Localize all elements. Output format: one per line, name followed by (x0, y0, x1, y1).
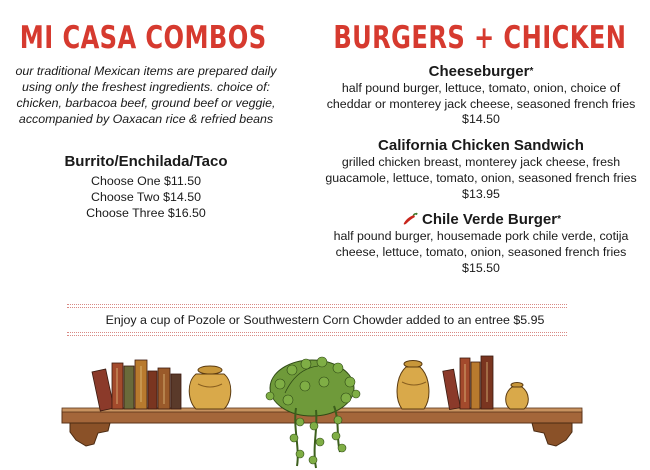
combo-item (0, 153, 292, 221)
burgers-heading-plus: + (474, 20, 495, 56)
burgers-heading-part1: BURGERS (333, 20, 466, 56)
combos-heading (0, 20, 292, 56)
item-title-text: Chile Verde Burger (422, 211, 558, 229)
small-vase (506, 383, 529, 410)
combos-heading-text: MI CASA COMBOS (19, 20, 267, 56)
item-description: grilled chicken breast, monterey jack cheese, fresh guacamole, lettuce, tomato, onion, seasoned french fries $13.95 (325, 155, 637, 201)
burgers-heading-text (333, 20, 626, 56)
menu-item-chile-verde-burger (318, 211, 644, 276)
burgers-heading-part2: CHICKEN (503, 20, 627, 56)
soup-addon-note: Enjoy a cup of Pozole or Southwestern Corn Chowder added to an entree $5.95 (105, 313, 545, 327)
item-title: California Chicken Sandwich (378, 137, 584, 155)
chili-pepper-icon (401, 212, 419, 226)
combo-choice-one: Choose One $11.50 (91, 174, 201, 188)
item-title-text: Cheeseburger (428, 63, 530, 80)
menu-item-california-chicken (318, 137, 644, 202)
books-left (92, 360, 181, 411)
divider-top-inner (67, 307, 567, 308)
burgers-chicken-section (318, 20, 644, 276)
combos-section (0, 20, 292, 221)
divider-bottom-inner (67, 335, 567, 336)
combo-choice-two: Choose Two $14.50 (91, 190, 201, 204)
item-title (318, 211, 644, 229)
item-star: * (557, 214, 561, 226)
item-star: * (529, 66, 534, 77)
books-right (443, 356, 493, 410)
item-title (318, 63, 644, 81)
menu-item-cheeseburger (318, 63, 644, 128)
burgers-heading (316, 20, 644, 56)
item-description: half pound burger, lettuce, tomato, onion, choice of cheddar or monterey jack cheese, seasoned french fries $14.50 (326, 81, 636, 127)
divider-bottom (67, 332, 567, 333)
divider-top (67, 304, 567, 305)
jar-left (189, 366, 231, 409)
combo-choice-three: Choose Three $16.50 (86, 206, 206, 220)
shelf-illustration (0, 338, 650, 470)
item-description: half pound burger, housemade pork chile verde, cotija cheese, lettuce, tomato, onion, seasoned french fries $15.50 (333, 229, 629, 275)
heading-dash-right (308, 36, 310, 41)
combo-title: Burrito/Enchilada/Taco (64, 153, 228, 170)
combos-intro: our traditional Mexican items are prepared daily using only the freshest ingredients. choice of: chicken, barbacoa beef, ground beef or veggie, accompanied by Oaxacan rice & refried beans (15, 64, 277, 126)
jar-right (397, 361, 429, 410)
